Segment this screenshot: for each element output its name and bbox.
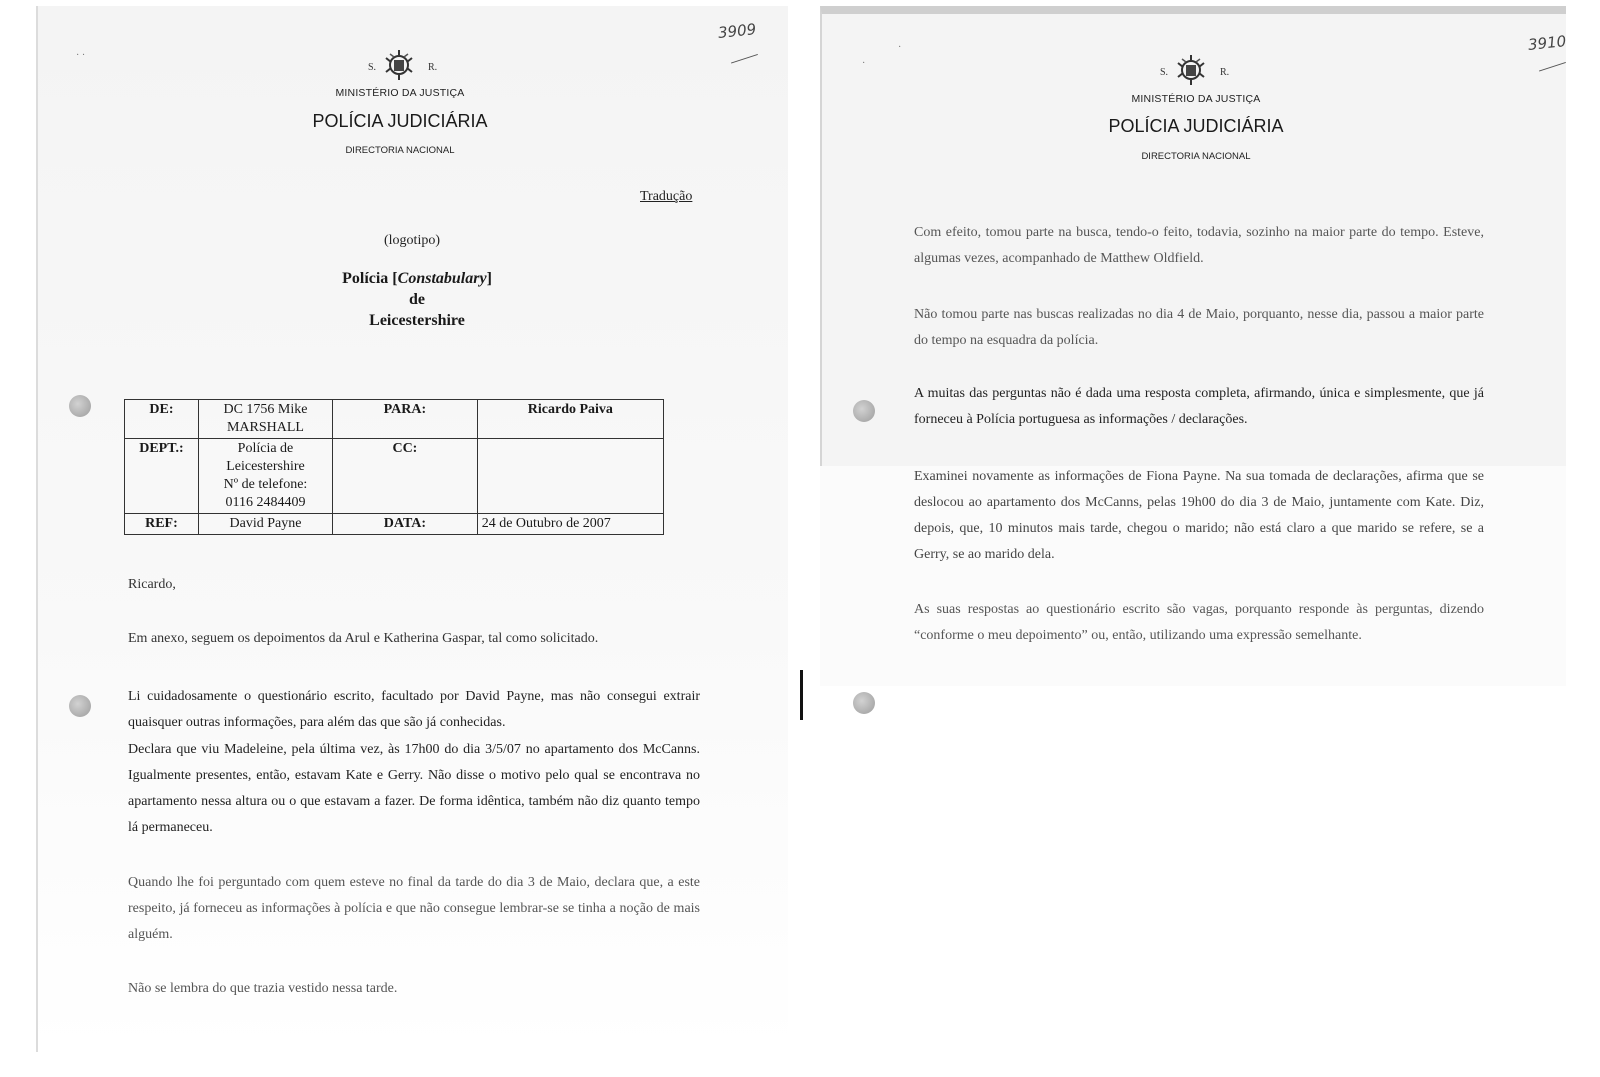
- cc-value: [477, 439, 663, 514]
- constabulary-prefix: Polícia [: [342, 270, 398, 287]
- dept-value-line4: 0116 2484409: [225, 495, 306, 510]
- right-paragraph-3: A muitas das perguntas não é dada uma resposta completa, afirmando, única e simplesmente, que já forneceu à Polícia portuguesa as informações / declarações.: [914, 386, 1484, 427]
- memo-row-de: [125, 400, 664, 439]
- constabulary-italic: Constabulary: [397, 270, 487, 287]
- scan-speck: · ·: [76, 50, 86, 61]
- crest-r-letter: R.: [428, 62, 438, 73]
- scan-speck: ·: [898, 42, 902, 53]
- de-label: DE:: [125, 400, 199, 439]
- left-paragraph-4: Quando lhe foi perguntado com quem esteve no final da tarde do dia 3 de Maio, declara que, a este respeito, já forneceu as informações à polícia e que não consegue lembrar-se se tinha a noção de mais alguém.: [128, 875, 700, 942]
- de-value: DC 1756 Mike MARSHALL: [198, 400, 332, 439]
- constabulary-suffix: ]: [486, 270, 492, 287]
- punch-hole: [853, 692, 875, 714]
- right-paragraph-2: Não tomou parte nas buscas realizadas no dia 4 de Maio, porquanto, nesse dia, passou a maior parte do tempo na esquadra da polícia.: [914, 307, 1484, 348]
- punch-hole: [69, 395, 91, 417]
- left-paragraph-2: Li cuidadosamente o questionário escrito, facultado por David Payne, mas não consegui extrair quaisquer outras informações, para além das que são já conhecidas.: [128, 689, 700, 730]
- data-label: DATA:: [333, 514, 478, 535]
- memo-row-ref: [125, 514, 664, 535]
- right-paragraph-4: Examinei novamente as informações de Fiona Payne. Na sua tomada de declarações, afirma que se deslocou ao apartamento dos McCanns, pelas 19h00 do dia 3 de Maio, juntamente com Kate. Diz, depois, que, 10 minutos mais tarde, chegou o marido; não está claro a que marido se refere, se a Gerry, se ao marido dela.: [914, 469, 1484, 562]
- scan-speck: ·: [862, 58, 866, 69]
- crest-s-letter: S.: [368, 62, 377, 73]
- right-paragraph-5: As suas respostas ao questionário escrito são vagas, porquanto responde às perguntas, dizendo “conforme o meu depoimento” ou, então, utilizando uma expressão semelhante.: [914, 602, 1484, 643]
- memo-header-table: [124, 399, 664, 535]
- ref-value: David Payne: [198, 514, 332, 535]
- crest-r-letter: R.: [1220, 67, 1230, 78]
- left-paragraph-5: Não se lembra do que trazia vestido nessa tarde.: [128, 981, 398, 996]
- directorate-heading: DIRECTORIA NACIONAL: [1141, 151, 1251, 162]
- para-label: PARA:: [333, 400, 478, 439]
- memo-row-dept: [125, 439, 664, 514]
- dept-value: [198, 439, 332, 514]
- punch-hole: [69, 695, 91, 717]
- ministry-heading: MINISTÉRIO DA JUSTIÇA: [1131, 93, 1261, 105]
- dept-value-line3: Nº de telefone:: [223, 477, 308, 492]
- constabulary-line3: Leicestershire: [369, 312, 465, 329]
- crest-s-letter: S.: [1160, 67, 1169, 78]
- left-paragraph-3: Declara que viu Madeleine, pela última vez, às 17h00 do dia 3/5/07 no apartamento dos McCanns. Igualmente presentes, então, estavam Kate e Gerry. Não disse o motivo pelo qual se encontrava no apartamento nessa altura ou o que estavam a fazer. De forma idêntica, também não diz quanto tempo lá permaneceu.: [128, 742, 700, 835]
- ministry-heading: MINISTÉRIO DA JUSTIÇA: [335, 87, 465, 99]
- constabulary-heading: [287, 268, 547, 331]
- police-heading: POLÍCIA JUDICIÁRIA: [312, 111, 488, 131]
- salutation: Ricardo,: [128, 577, 176, 592]
- handwritten-page-number: 3910: [1527, 32, 1568, 54]
- translation-label: Tradução: [640, 189, 693, 204]
- police-heading: POLÍCIA JUDICIÁRIA: [1108, 116, 1284, 136]
- dept-label: DEPT.:: [125, 439, 199, 514]
- portuguese-crest-icon: [1174, 53, 1208, 87]
- right-paragraph-1: Com efeito, tomou parte na busca, tendo-o feito, todavia, sozinho na maior parte do tempo. Esteve, algumas vezes, acompanhado de Matthew Oldfield.: [914, 225, 1484, 266]
- para-value: Ricardo Paiva: [477, 400, 663, 439]
- directorate-heading: DIRECTORIA NACIONAL: [345, 145, 455, 156]
- portuguese-crest-icon: [382, 48, 416, 82]
- left-paragraph-1: Em anexo, seguem os depoimentos da Arul e Katherina Gaspar, tal como solicitado.: [128, 631, 599, 646]
- punch-hole: [853, 400, 875, 422]
- handwritten-page-number: 3909: [717, 20, 758, 42]
- constabulary-line2: de: [409, 291, 425, 308]
- cc-label: CC:: [333, 439, 478, 514]
- dept-value-line2: Leicestershire: [226, 459, 305, 474]
- ref-label: REF:: [125, 514, 199, 535]
- logo-placeholder: (logotipo): [384, 233, 440, 248]
- dept-value-line1: Polícia de: [237, 441, 294, 456]
- scan-edge-bar: [800, 670, 803, 720]
- data-value: 24 de Outubro de 2007: [477, 514, 663, 535]
